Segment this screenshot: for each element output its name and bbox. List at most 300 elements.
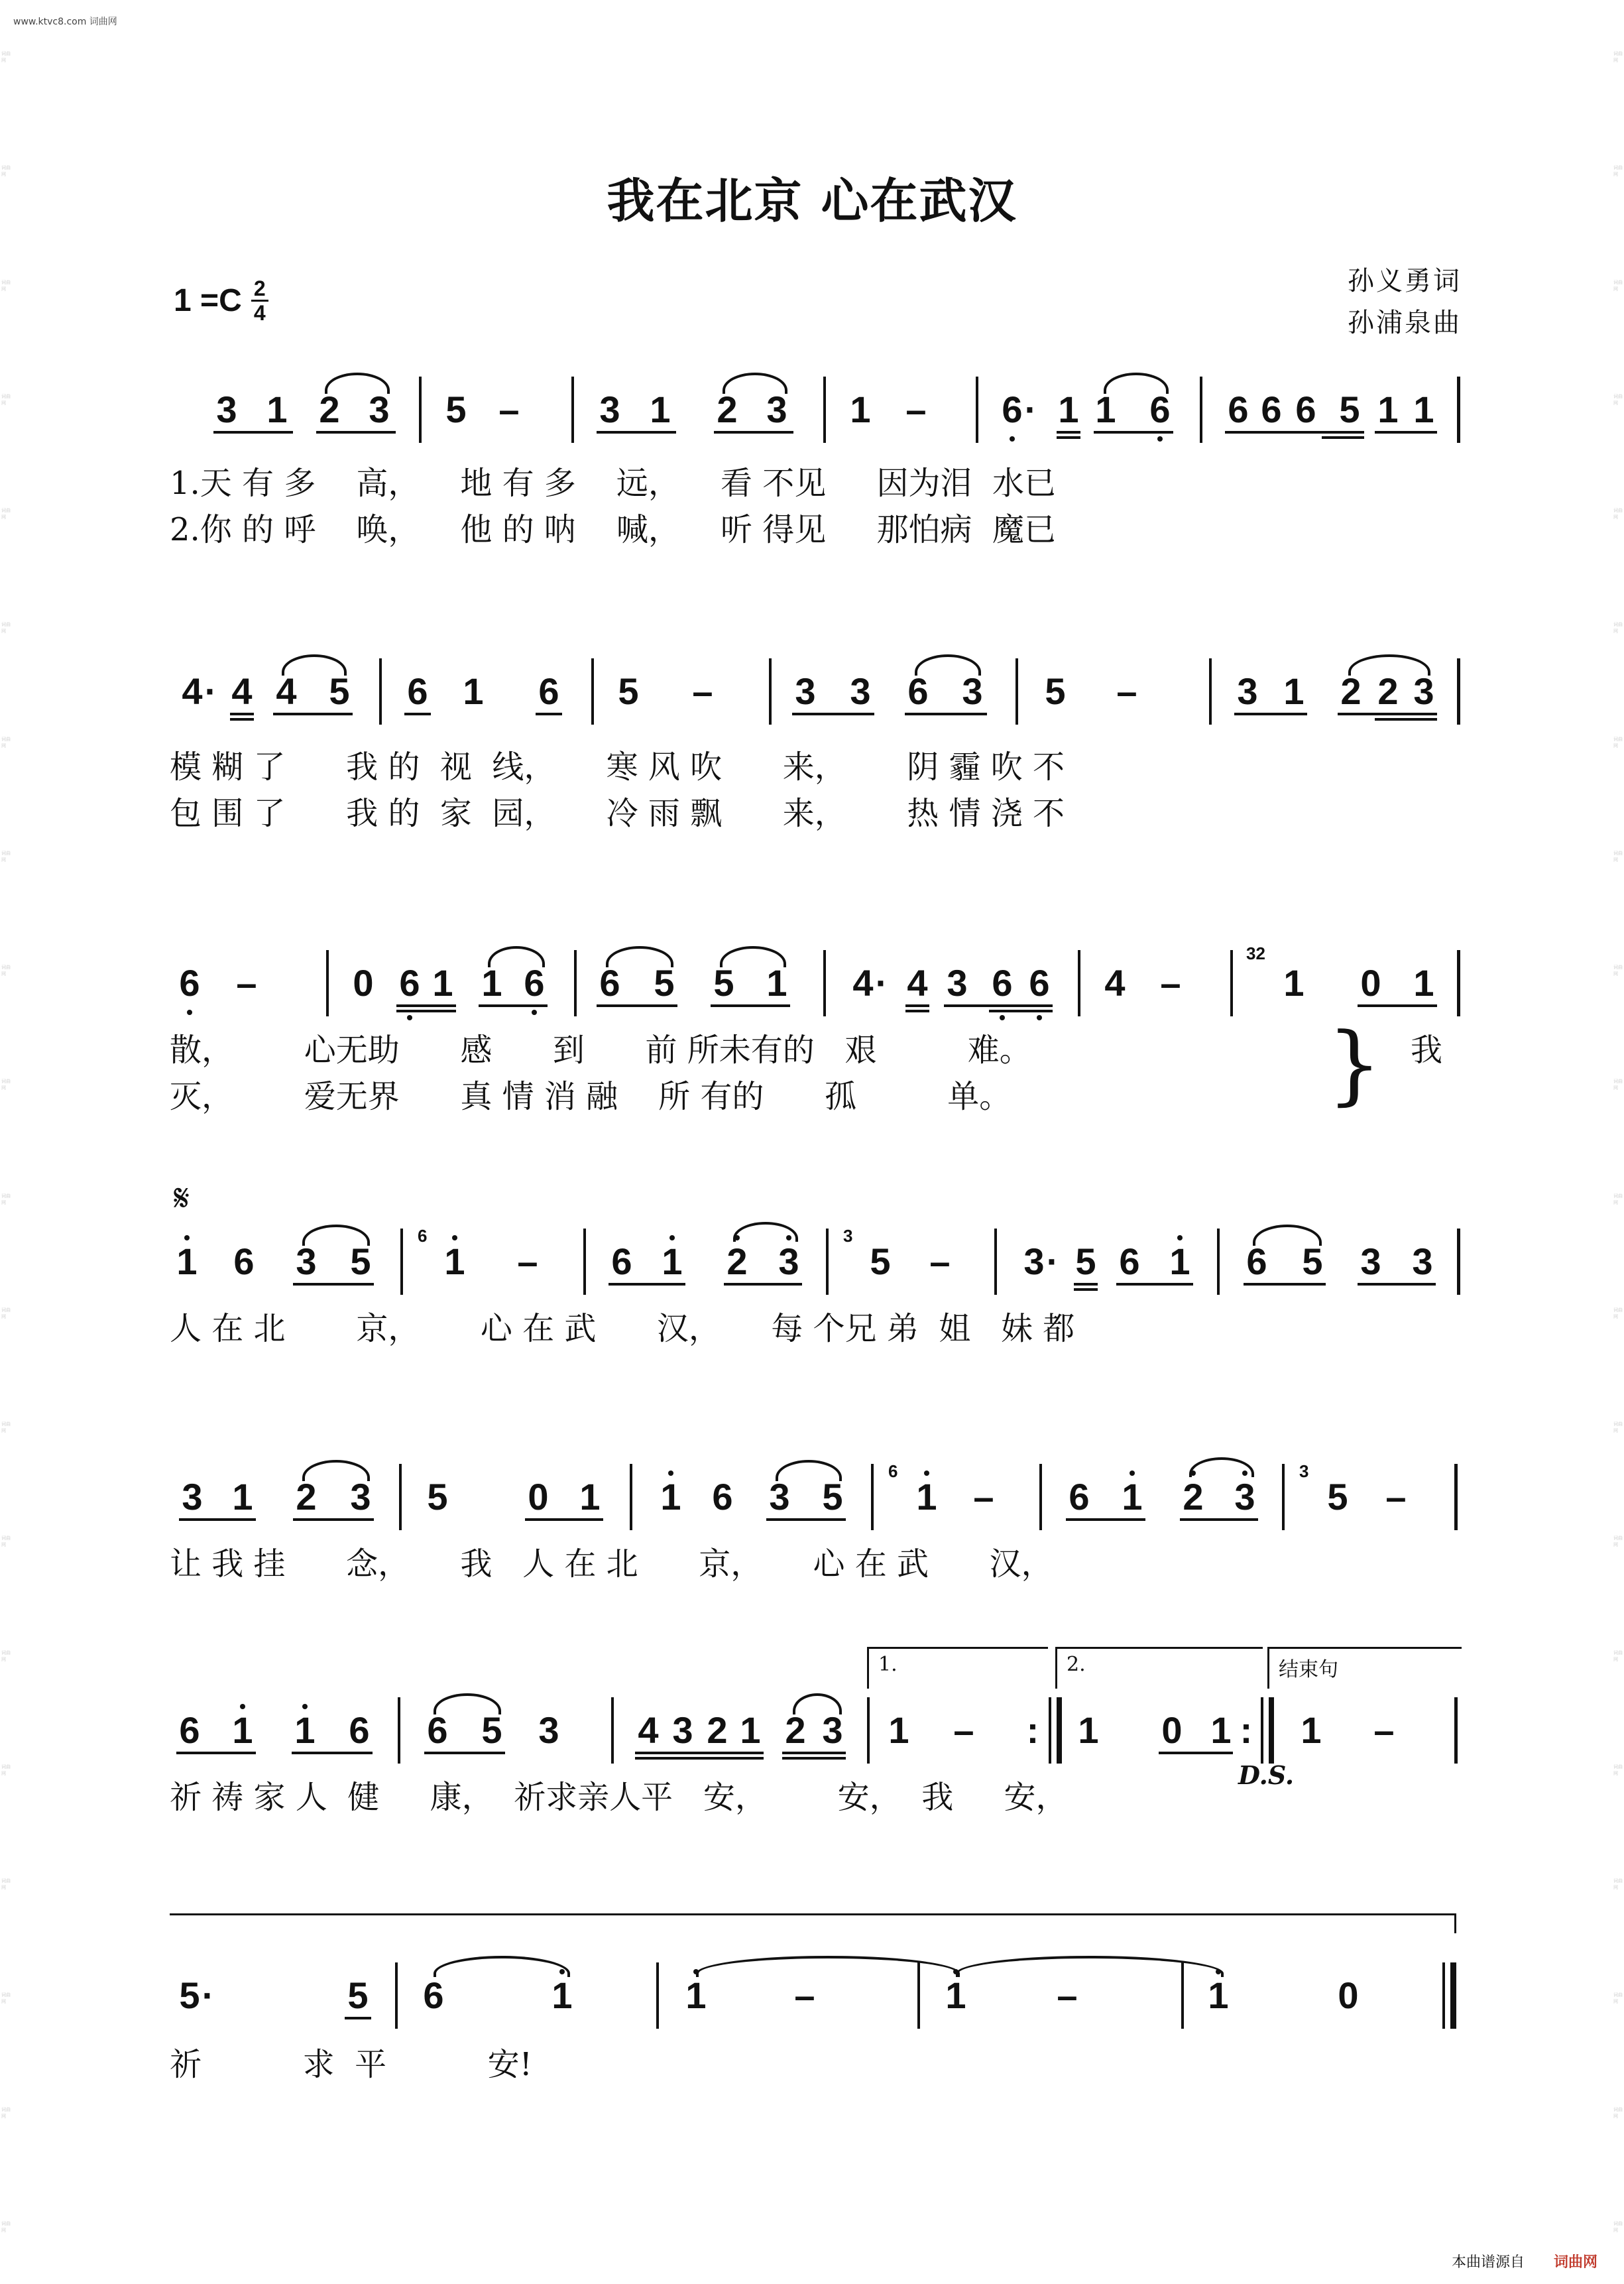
note: 5	[427, 1476, 448, 1518]
underline	[316, 431, 396, 434]
underline	[1234, 713, 1307, 715]
note: 3	[778, 1240, 799, 1282]
note: 5	[870, 1240, 891, 1282]
underline-double	[989, 1010, 1053, 1012]
note: 1	[266, 389, 288, 430]
note: 1	[176, 1240, 198, 1282]
dot-rhythm: ·	[1024, 389, 1037, 430]
slur	[720, 946, 786, 967]
note: 6	[179, 1709, 200, 1751]
barline	[1457, 1229, 1460, 1295]
dot-rhythm: ·	[202, 1974, 215, 2016]
underline-double	[905, 1010, 929, 1012]
note: 5	[1302, 1240, 1323, 1282]
underline-double	[230, 718, 254, 721]
barline	[1078, 950, 1080, 1016]
note: 1	[1210, 1709, 1232, 1751]
underline	[293, 1518, 374, 1521]
note: 2	[1340, 670, 1362, 712]
barline	[871, 1464, 874, 1530]
note: 3	[1412, 1240, 1433, 1282]
note: 3	[1237, 670, 1258, 712]
note: 1	[1283, 670, 1305, 712]
barline	[379, 658, 382, 725]
underline	[1057, 431, 1080, 434]
note: 3	[599, 389, 620, 430]
note: 1	[945, 1974, 966, 2016]
note: 3	[182, 1476, 203, 1518]
note: –	[905, 389, 927, 430]
underline	[1180, 1518, 1258, 1521]
coda-bracket-end	[1454, 1913, 1456, 1933]
final-barline-thin	[1442, 1962, 1445, 2029]
barline	[1049, 1697, 1051, 1764]
note: 1	[1058, 389, 1079, 430]
note: 6	[349, 1709, 370, 1751]
grace-note: 3	[1299, 1461, 1309, 1481]
note: 6	[992, 962, 1013, 1004]
right-watermark-strip: 词曲网 词曲网 词曲网 词曲网 词曲网 词曲网 词曲网 词曲网 词曲网 词曲网 词曲网 词曲网 词曲网 词曲网 词曲网 词曲网 词曲网 词曲网 词曲网 词曲网	[1613, 51, 1623, 2233]
note: 1	[432, 962, 453, 1004]
barline	[419, 377, 422, 443]
note: 1	[1169, 1240, 1190, 1282]
note: 2	[726, 1240, 748, 1282]
barline	[1457, 658, 1460, 725]
note: 6	[1029, 962, 1050, 1004]
slur	[1104, 373, 1169, 394]
score-line-1	[0, 385, 1624, 464]
note: 4	[907, 962, 928, 1004]
note: 1	[444, 1240, 465, 1282]
lyric-verse-1: 模 糊 了 我 的 视 线， 寒 风 吹 来， 阴 霾 吹 不	[170, 749, 1065, 786]
note: 3	[795, 670, 816, 712]
underline	[1066, 1518, 1145, 1521]
note: 3	[1360, 1240, 1381, 1282]
underline	[609, 1283, 685, 1286]
note: –	[1373, 1709, 1395, 1751]
note: 5	[329, 670, 350, 712]
underline	[1116, 1283, 1193, 1286]
lyric-line-7: 祈 求 平 安!	[170, 2046, 532, 2083]
note: 3	[947, 962, 968, 1004]
pickup-lyric: 我	[1411, 1032, 1443, 1069]
note: 5	[713, 962, 734, 1004]
dot-rhythm: ·	[875, 962, 888, 1004]
note: 6	[1261, 389, 1282, 430]
slur	[793, 1693, 842, 1714]
barline	[400, 1229, 403, 1295]
note: –	[236, 962, 257, 1004]
grace-note: 6	[888, 1461, 898, 1481]
footer-note: 本曲谱源自	[1451, 2254, 1525, 2271]
slur	[1189, 1457, 1254, 1477]
note: 1	[1413, 962, 1434, 1004]
lyric-verse-2: 包 围 了 我 的 家 园， 冷 雨 飘 来， 热 情 浇 不	[170, 795, 1065, 832]
coda-bracket-line	[170, 1913, 1456, 1915]
underline	[711, 1004, 790, 1007]
slur	[325, 373, 390, 394]
note: 6	[399, 962, 420, 1004]
low-octave-dot	[532, 1010, 537, 1015]
note: 6	[1119, 1240, 1140, 1282]
note: 6	[407, 670, 428, 712]
underline	[404, 713, 431, 715]
note: 2	[319, 389, 340, 430]
underline	[1358, 1004, 1437, 1007]
underline	[293, 1283, 374, 1286]
barline	[1282, 1464, 1285, 1530]
barline	[395, 1962, 398, 2029]
note: 6	[712, 1476, 733, 1518]
note: 4	[1104, 962, 1126, 1004]
high-octave-dot	[452, 1235, 457, 1240]
high-octave-dot	[924, 1471, 929, 1476]
note: –	[929, 1240, 951, 1282]
note: –	[953, 1709, 974, 1751]
underline	[345, 2017, 371, 2019]
note: 1	[1377, 389, 1399, 430]
underline	[1159, 1752, 1233, 1754]
barline	[823, 950, 826, 1016]
note: 1	[650, 389, 671, 430]
note: 3	[822, 1709, 843, 1751]
note: 2	[1183, 1476, 1204, 1518]
low-octave-dot	[1010, 436, 1015, 442]
underline	[213, 431, 293, 434]
repeat-dots: :	[1026, 1709, 1039, 1751]
high-octave-dot	[302, 1704, 308, 1709]
note: 1	[850, 389, 871, 430]
underline	[536, 713, 562, 715]
barline	[826, 1229, 829, 1295]
segno-sign: 𝄋	[174, 1177, 190, 1220]
lyric-line-4: 人 在 北 京， 心 在 武 汉， 每 个兄 弟 姐 妹 都	[170, 1310, 1075, 1347]
slur	[606, 946, 673, 967]
note: 4	[638, 1709, 659, 1751]
underline	[273, 713, 353, 715]
note: 5	[822, 1476, 843, 1518]
slur	[776, 1460, 842, 1481]
note: 1	[1078, 1709, 1099, 1751]
note: 5	[1327, 1476, 1348, 1518]
note: 3	[538, 1709, 559, 1751]
underline	[1094, 431, 1173, 434]
underline	[724, 1283, 802, 1286]
note: 1	[1208, 1974, 1229, 2016]
underline	[179, 1518, 256, 1521]
high-octave-dot	[240, 1704, 245, 1709]
note: 4	[852, 962, 874, 1004]
dot-rhythm: ·	[204, 670, 217, 712]
underline	[597, 431, 676, 434]
note: 6	[1002, 389, 1023, 430]
note: 6	[599, 962, 620, 1004]
note: 5	[445, 389, 467, 430]
barline	[769, 658, 772, 725]
barline	[1200, 377, 1202, 443]
underline	[714, 431, 793, 434]
note: 1	[294, 1709, 316, 1751]
underline	[782, 1752, 846, 1754]
dot-rhythm: ·	[1046, 1240, 1059, 1282]
repeat-dots: :	[1240, 1709, 1253, 1751]
barline	[1209, 658, 1212, 725]
note: 6	[233, 1240, 255, 1282]
coda-ending-label: 结束句	[1279, 1658, 1338, 1681]
footer-brand-logo[interactable]: 词曲网	[1553, 2254, 1597, 2271]
grace-note: 6	[418, 1226, 428, 1246]
note: 5	[654, 962, 675, 1004]
note: 4	[182, 670, 203, 712]
note: –	[1385, 1476, 1407, 1518]
underline-double	[396, 1010, 456, 1012]
barline	[994, 1229, 997, 1295]
underline	[1225, 431, 1364, 434]
underline	[905, 1004, 929, 1007]
slur	[302, 1460, 370, 1481]
key-signature	[174, 277, 268, 324]
barline	[1039, 1464, 1042, 1530]
note: 2	[785, 1709, 806, 1751]
underline	[1375, 431, 1437, 434]
barline	[867, 1697, 870, 1764]
underline	[1244, 1283, 1326, 1286]
note: 1	[232, 1476, 253, 1518]
barline	[574, 950, 577, 1016]
high-octave-dot	[669, 1235, 675, 1240]
score-line-2	[0, 666, 1624, 746]
note: 2	[707, 1709, 728, 1751]
underline	[1338, 713, 1437, 715]
note: 6	[524, 962, 545, 1004]
site-header[interactable]: www.ktvc8.com 词曲网	[13, 17, 117, 27]
underline-double	[1322, 436, 1364, 439]
note: 6	[907, 670, 929, 712]
underline-double	[782, 1757, 846, 1760]
grace-note: 3	[843, 1226, 853, 1246]
underline	[176, 1752, 256, 1754]
note: 5	[1075, 1240, 1096, 1282]
note: 1	[740, 1709, 761, 1751]
high-octave-dot	[1216, 1969, 1221, 1974]
note: 6	[1228, 389, 1249, 430]
lyric-line-6: 祈 祷 家 人 健 康， 祈求亲人平 安， 安， 我 安，	[170, 1779, 1068, 1816]
note: 1	[888, 1709, 909, 1751]
slur	[723, 373, 787, 394]
lyric-line-5: 让 我 挂 念， 我 人 在 北 京， 心 在 武 汉，	[170, 1545, 1053, 1583]
slur	[1253, 1225, 1322, 1246]
note: 3	[1413, 670, 1434, 712]
note: 6	[1295, 389, 1316, 430]
verse-brace: }	[1327, 1014, 1382, 1114]
note: 2	[1377, 670, 1399, 712]
underline	[905, 713, 987, 715]
note: 1	[232, 1709, 253, 1751]
note: 1	[551, 1974, 573, 2016]
note: –	[973, 1476, 994, 1518]
barline	[1457, 950, 1460, 1016]
note: 3	[769, 1476, 790, 1518]
note: 1	[685, 1974, 707, 2016]
first-ending-label: 1.	[878, 1653, 898, 1676]
repeat-barline	[1269, 1697, 1274, 1764]
note: 1	[766, 962, 787, 1004]
barline	[399, 1464, 402, 1530]
lyric-verse-1: 散， 心无助 感 到 前 所未有的 艰 难。	[170, 1032, 1031, 1069]
tie	[696, 1956, 960, 1977]
note: 3	[216, 389, 237, 430]
note: 1	[463, 670, 484, 712]
low-octave-dot	[407, 1015, 412, 1020]
slur	[733, 1222, 798, 1242]
barline	[1261, 1697, 1263, 1764]
note: –	[498, 389, 520, 430]
note: 6	[1149, 389, 1171, 430]
note: 1	[916, 1476, 937, 1518]
barline	[656, 1962, 659, 2029]
low-octave-dot	[1157, 436, 1163, 442]
note: 0	[1161, 1709, 1183, 1751]
barline	[1230, 950, 1233, 1016]
underline	[396, 1004, 456, 1007]
note: 3	[296, 1240, 317, 1282]
note: –	[692, 670, 713, 712]
note: 5	[179, 1974, 200, 2016]
note: 1	[660, 1476, 681, 1518]
note: 6	[611, 1240, 632, 1282]
barline	[611, 1697, 614, 1764]
note: –	[1116, 670, 1137, 712]
note: –	[794, 1974, 815, 2016]
note: 2	[296, 1476, 317, 1518]
note: 6	[1069, 1476, 1090, 1518]
note: –	[1160, 962, 1181, 1004]
slur	[302, 1225, 370, 1246]
note: 6	[427, 1709, 448, 1751]
note: 1	[1301, 1709, 1322, 1751]
note: –	[1057, 1974, 1078, 2016]
key-tonic: 1 =C	[174, 283, 242, 318]
time-bottom: 4	[253, 301, 266, 325]
note: 6	[538, 670, 559, 712]
note: 4	[231, 670, 253, 712]
slur	[434, 1693, 501, 1714]
barline	[823, 377, 826, 443]
composer-credit: 孙浦泉曲	[1348, 308, 1462, 338]
note: 6	[179, 962, 200, 1004]
note: 3	[766, 389, 787, 430]
note: 1	[1283, 962, 1305, 1004]
slur	[488, 946, 545, 967]
low-octave-dot	[1037, 1015, 1042, 1020]
barline	[1181, 1962, 1184, 2029]
underline-double	[1074, 1288, 1098, 1291]
note: 3	[369, 389, 390, 430]
note: 1	[1095, 389, 1116, 430]
underline	[635, 1752, 764, 1754]
note: 5	[1339, 389, 1360, 430]
high-octave-dot	[1130, 1471, 1135, 1476]
high-octave-dot	[184, 1235, 190, 1240]
final-barline-thick	[1450, 1962, 1456, 2029]
note: 5	[350, 1240, 371, 1282]
note: 3	[1234, 1476, 1255, 1518]
slur	[1348, 654, 1430, 676]
barline	[1454, 1697, 1458, 1764]
first-ending-bracket	[867, 1647, 1048, 1689]
note: 3	[962, 670, 983, 712]
underline	[292, 1752, 373, 1754]
barline	[630, 1464, 632, 1530]
note: 3	[672, 1709, 693, 1751]
underline	[792, 713, 874, 715]
barline	[1457, 377, 1460, 443]
barline	[398, 1697, 400, 1764]
underline	[479, 1004, 548, 1007]
underline	[230, 713, 254, 715]
note: 1	[1122, 1476, 1143, 1518]
underline-double	[635, 1757, 764, 1760]
underline	[1074, 1283, 1098, 1286]
slur	[434, 1956, 570, 1977]
barline	[326, 950, 329, 1016]
note: 4	[276, 670, 297, 712]
lyricist-credit: 孙义勇词	[1348, 266, 1462, 296]
high-octave-dot	[668, 1471, 673, 1476]
second-ending-bracket	[1055, 1647, 1263, 1689]
note: 0	[353, 962, 374, 1004]
grace-note: 32	[1246, 943, 1265, 963]
note: 3	[1023, 1240, 1045, 1282]
high-octave-dot	[1177, 1235, 1183, 1240]
note: –	[517, 1240, 538, 1282]
note: 0	[528, 1476, 549, 1518]
coda-ending-bracket	[1267, 1647, 1462, 1689]
underline	[944, 1004, 1053, 1007]
second-ending-label: 2.	[1067, 1653, 1086, 1676]
lyric-verse-1: 1.天 有 多 高， 地 有 多 远， 看 不见 因为泪 水已	[170, 465, 1057, 502]
underline	[1358, 1283, 1436, 1286]
note: 5	[1045, 670, 1066, 712]
low-octave-dot	[1000, 1015, 1005, 1020]
barline	[583, 1229, 586, 1295]
note: 0	[1360, 962, 1381, 1004]
note: 0	[1338, 1974, 1359, 2016]
barline	[571, 377, 574, 443]
note: 5	[347, 1974, 369, 2016]
note: 1	[1413, 389, 1434, 430]
barline	[1015, 658, 1018, 725]
low-octave-dot	[187, 1010, 192, 1015]
underline	[424, 1752, 505, 1754]
underline	[766, 1518, 846, 1521]
note: 1	[481, 962, 502, 1004]
barline	[1217, 1229, 1220, 1295]
underline	[597, 1004, 677, 1007]
note: 5	[618, 670, 639, 712]
time-top: 2	[253, 276, 266, 300]
score-line-7	[0, 1970, 1624, 2050]
note: 2	[717, 389, 738, 430]
barline	[917, 1962, 920, 2029]
repeat-barline	[1057, 1697, 1062, 1764]
dal-segno-marking: D.S.	[1238, 1760, 1295, 1790]
left-watermark-strip: 词曲网 词曲网 词曲网 词曲网 词曲网 词曲网 词曲网 词曲网 词曲网 词曲网 词曲网 词曲网 词曲网 词曲网 词曲网 词曲网 词曲网 词曲网 词曲网 词曲网	[1, 51, 11, 2233]
underline-double	[1057, 436, 1080, 439]
lyric-verse-2: 2.你 的 呼 唤， 他 的 呐 喊， 听 得见 那怕病 魔已	[170, 511, 1057, 548]
underline-double	[1375, 718, 1437, 721]
song-title: 我在北京 心在武汉	[607, 172, 1017, 229]
